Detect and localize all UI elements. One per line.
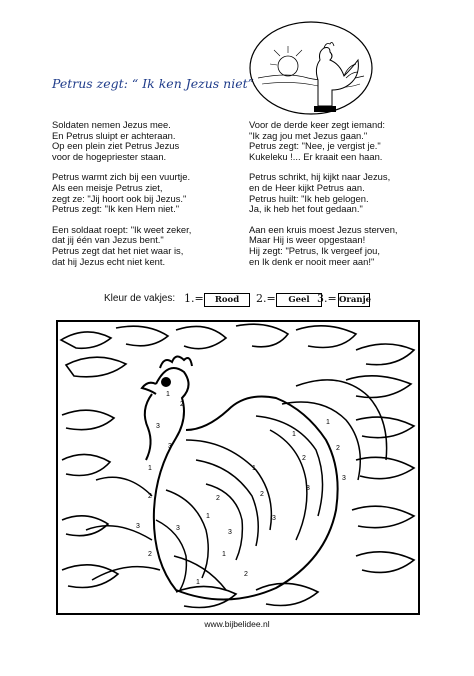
poem-line: Soldaten nemen Jezus mee. [52, 119, 171, 130]
coloring-number: 3 [228, 529, 232, 536]
coloring-number: 2 [216, 495, 220, 502]
poem-line: Hij zegt: "Petrus, Ik vergeef jou, [249, 244, 380, 256]
poem-line: dat hij Jezus echt niet kent. [52, 255, 166, 267]
poem-line: en Ik denk er nooit meer aan!" [249, 255, 375, 267]
website-footer: www.bijbelidee.nl [204, 619, 270, 629]
coloring-number: 2 [302, 455, 306, 462]
poem-line: voor de hogepriester staan. [52, 150, 167, 162]
coloring-number: 1 [222, 551, 226, 558]
poem-stanza [249, 172, 398, 214]
coloring-number: 3 [156, 423, 160, 430]
poem-stanza [52, 120, 191, 162]
poem-line: "Ik zag jou met Jezus gaan." [249, 129, 368, 141]
poem-line: Maar Hij is weer opgestaan! [249, 234, 366, 246]
coloring-number: 1 [196, 579, 200, 586]
legend-box-1: Rood [204, 293, 250, 307]
coloring-number: 2 [148, 493, 152, 500]
coloring-number: 3 [136, 523, 140, 530]
coloring-number: 3 [306, 485, 310, 492]
coloring-number: 1 [206, 513, 210, 520]
coloring-number: 2 [260, 491, 264, 498]
legend-box-2: Geel [276, 293, 322, 307]
coloring-number: 3 [168, 443, 172, 450]
coloring-number: 1 [326, 419, 330, 426]
coloring-number: 3 [176, 525, 180, 532]
poem-line: dat jij één van Jezus bent." [52, 234, 164, 246]
poem-line: Voor de derde keer zegt iemand: [249, 119, 386, 130]
coloring-number: 2 [180, 401, 184, 408]
poem-line: Ja, ik heb het fout gedaan." [249, 203, 363, 215]
coloring-number: 2 [148, 551, 152, 558]
poem-line: zegt ze: "Jij hoort ook bij Jezus." [52, 192, 187, 204]
rooster-coloring-picture [56, 320, 420, 615]
coloring-number: 3 [342, 475, 346, 482]
poem-stanza [249, 225, 398, 267]
poem-line: Een soldaat roept: "Ik weet zeker, [52, 223, 192, 235]
poem-stanza [249, 120, 398, 162]
poem-line: Petrus zegt dat het niet waar is, [52, 244, 184, 256]
poem-line: Petrus huilt: "Ik heb gelogen. [249, 192, 369, 204]
coloring-number: 2 [244, 571, 248, 578]
coloring-number: 1 [292, 431, 296, 438]
page-title: Petrus zegt: “ Ik ken Jezus niet” [52, 76, 255, 91]
poem-line: Kukeleku !... Er kraait een haan. [249, 150, 383, 162]
legend-num-1: 1.= [184, 292, 204, 305]
coloring-number: 1 [148, 465, 152, 472]
poem-line: en de Heer kijkt Petrus aan. [249, 181, 365, 193]
poem-line: Petrus warmt zich bij een vuurtje. [52, 171, 191, 183]
poem-line: Petrus schrikt, hij kijkt naar Jezus, [249, 171, 391, 183]
poem-stanza [52, 172, 191, 214]
legend-box-3: Oranje [339, 295, 372, 305]
legend-label: Kleur de vakjes: [104, 293, 176, 304]
poem-left-column [52, 120, 191, 277]
poem-stanza [52, 225, 191, 267]
poem-line: Op een plein ziet Petrus Jezus [52, 140, 180, 152]
legend-num-2: 2.= [256, 292, 276, 305]
poem-line: Als een meisje Petrus ziet, [52, 181, 163, 193]
rooster-sunrise-illustration [248, 20, 374, 116]
poem-line: Aan een kruis moest Jezus sterven, [249, 223, 398, 235]
poem-right-column [249, 120, 398, 277]
coloring-number: 2 [336, 445, 340, 452]
poem-line: Petrus zegt: "Nee, je vergist je." [249, 140, 381, 152]
poem-line: En Petrus sluipt er achteraan. [52, 129, 176, 141]
legend-num-3: 3.= [317, 292, 337, 305]
poem-line: Petrus zegt: "Ik ken Hem niet." [52, 203, 180, 215]
coloring-number: 3 [272, 515, 276, 522]
coloring-number: 1 [252, 465, 256, 472]
coloring-number: 1 [166, 391, 170, 398]
